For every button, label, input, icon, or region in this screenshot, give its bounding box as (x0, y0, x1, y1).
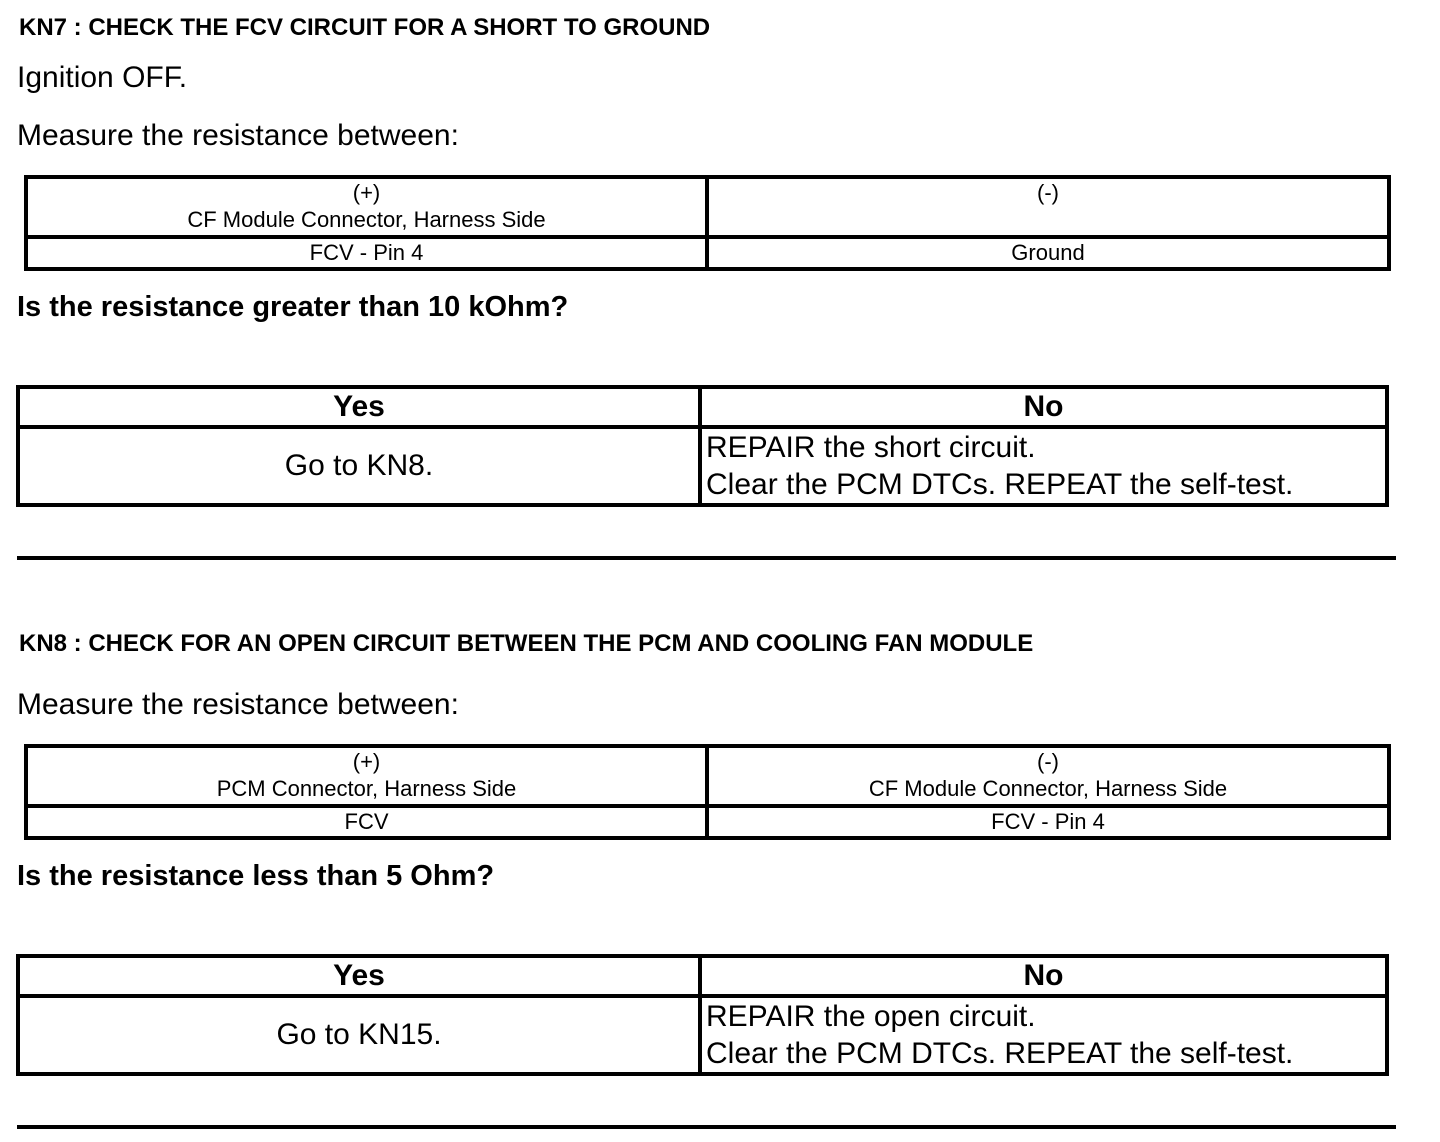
kn7-measure-table (24, 175, 1391, 271)
kn7-no-header: No (700, 387, 1387, 427)
kn7-step-title: KN7 : CHECK THE FCV CIRCUIT FOR A SHORT TO GROUND (19, 14, 711, 41)
kn8-minus-header-cell (707, 746, 1389, 806)
kn7-result-table (16, 385, 1389, 507)
kn7-no-action (700, 427, 1387, 505)
kn7-no-action-line2: Clear the PCM DTCs. REPEAT the self-test. (706, 468, 1294, 501)
kn7-plus-label: CF Module Connector, Harness Side (187, 207, 546, 232)
kn8-result-table (16, 954, 1389, 1076)
kn8-plus-value: FCV (26, 806, 707, 838)
kn7-measure-label: Measure the resistance between: (17, 119, 459, 152)
kn8-minus-sign: (-) (1037, 749, 1059, 774)
kn8-no-action (700, 996, 1387, 1074)
kn8-yes-action: Go to KN15. (18, 996, 700, 1074)
kn8-minus-label: CF Module Connector, Harness Side (868, 776, 1228, 801)
kn7-plus-value: FCV - Pin 4 (26, 237, 707, 269)
kn8-question: Is the resistance less than 5 Ohm? (17, 860, 495, 892)
kn8-plus-header-cell (26, 746, 707, 806)
kn7-no-action-line1: REPAIR the short circuit. (706, 431, 1036, 464)
kn7-yes-header: Yes (18, 387, 700, 427)
kn8-no-action-line1: REPAIR the open circuit. (706, 1000, 1036, 1033)
kn7-minus-value: Ground (707, 237, 1389, 269)
kn8-minus-value: FCV - Pin 4 (707, 806, 1389, 838)
bottom-divider (17, 1125, 1396, 1129)
kn7-question: Is the resistance greater than 10 kOhm? (17, 291, 569, 323)
kn8-no-header: No (700, 956, 1387, 996)
section-divider (17, 556, 1396, 560)
kn8-plus-label: PCM Connector, Harness Side (216, 776, 517, 801)
kn7-minus-header-cell (707, 177, 1389, 237)
kn8-plus-sign: (+) (352, 749, 381, 774)
kn8-yes-header: Yes (18, 956, 700, 996)
kn8-measure-table (24, 744, 1391, 840)
kn7-plus-sign: (+) (352, 180, 381, 205)
kn7-instruction: Ignition OFF. (17, 61, 188, 94)
kn7-plus-header-cell (26, 177, 707, 237)
kn8-measure-label: Measure the resistance between: (17, 688, 459, 721)
kn8-step-title: KN8 : CHECK FOR AN OPEN CIRCUIT BETWEEN THE PCM AND COOLING FAN MODULE (19, 630, 1034, 657)
kn7-yes-action: Go to KN8. (18, 427, 700, 505)
kn8-no-action-line2: Clear the PCM DTCs. REPEAT the self-test. (706, 1037, 1294, 1070)
kn7-minus-sign: (-) (1037, 180, 1059, 205)
